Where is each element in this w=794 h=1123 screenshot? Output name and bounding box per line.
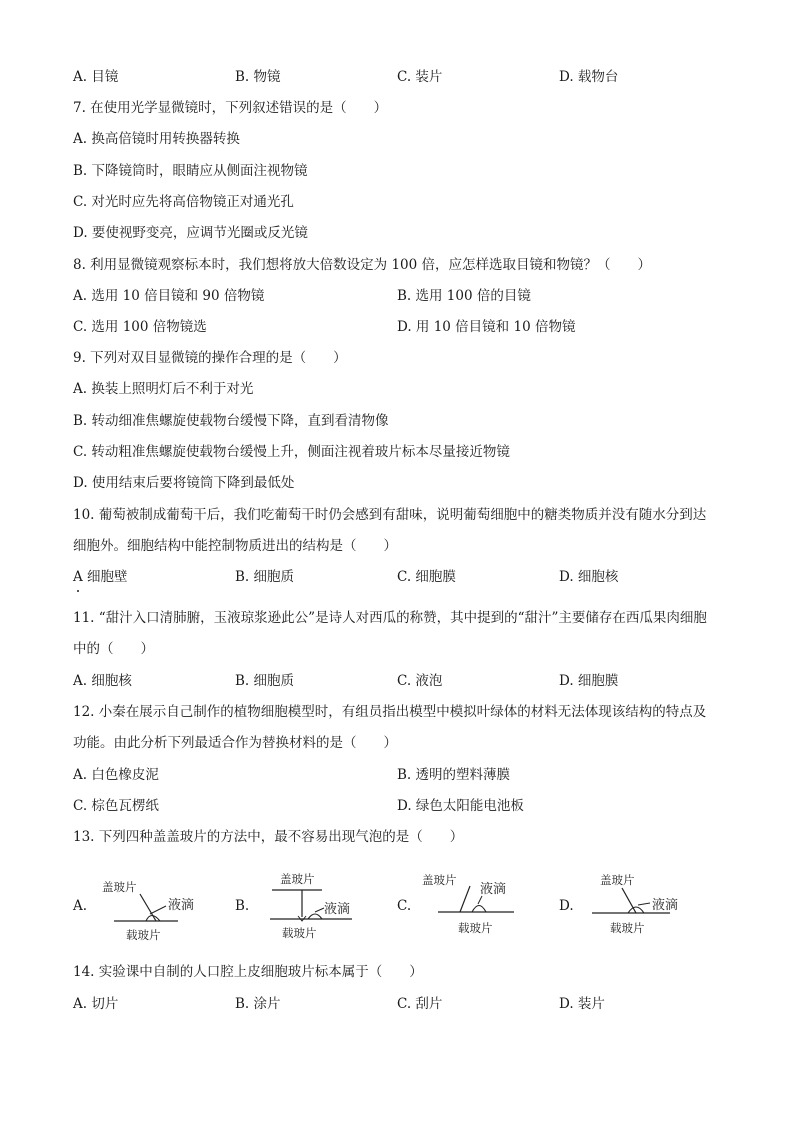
q12-option-b: B. 透明的塑料薄膜 — [397, 767, 511, 783]
q13-diagram-b — [262, 866, 372, 946]
q7-option-c: C. 对光时应先将高倍物镜正对通光孔 — [73, 194, 294, 210]
q12-option-a: A. 白色橡皮泥 — [73, 767, 159, 783]
q9-option-d: D. 使用结束后要将镜筒下降到最低处 — [73, 475, 295, 491]
q9-option-b: B. 转动细准焦螺旋使载物台缓慢下降，直到看清物像 — [73, 413, 389, 429]
q13-stem: 13. 下列四种盖盖玻片的方法中，最不容易出现气泡的是（ ） — [73, 829, 464, 845]
q9-option-c: C. 转动粗准焦螺旋使载物台缓慢上升，侧面注视着玻片标本尽量接近物镜 — [73, 444, 510, 460]
q12-option-c: C. 棕色瓦楞纸 — [73, 798, 159, 814]
q10-option-a: A 细胞壁 — [73, 569, 128, 585]
svg-text:液滴: 液滴 — [652, 898, 679, 913]
q13-letter-b: B. — [235, 898, 250, 914]
q6-option-a: A. 目镜 — [73, 69, 119, 85]
q13-diagram-c — [418, 866, 528, 942]
svg-text:液滴: 液滴 — [324, 902, 351, 917]
q10-option-d: D. 细胞核 — [559, 569, 619, 585]
q8-option-a: A. 选用 10 倍目镜和 90 倍物镜 — [73, 288, 265, 304]
q9-stem: 9. 下列对双目显微镜的操作合理的是（ ） — [73, 350, 347, 366]
q10-option-c: C. 细胞膜 — [397, 569, 456, 585]
drop-label: 液滴 — [168, 898, 195, 913]
q6-option-d: D. 载物台 — [559, 69, 619, 85]
q11-option-b: B. 细胞质 — [235, 673, 295, 689]
q13-diagram-d — [590, 866, 700, 942]
q14-stem: 14. 实验课中自制的人口腔上皮细胞玻片标本属于（ ） — [73, 964, 423, 980]
q13-letter-a: A. — [73, 898, 88, 914]
q6-option-c: C. 装片 — [397, 69, 443, 85]
q11-option-a: A. 细胞核 — [73, 673, 132, 689]
q10-option-b: B. 细胞质 — [235, 569, 295, 585]
q7-option-a: A. 换高倍镜时用转换器转换 — [73, 131, 240, 147]
q10-stem-line2: 细胞外。细胞结构中能控制物质进出的结构是（ ） — [73, 538, 397, 554]
q14-option-c: C. 刮片 — [397, 996, 443, 1012]
q8-stem: 8. 利用显微镜观察标本时，我们想将放大倍数设定为 100 倍，应怎样选取目镜和物镜？（ ） — [73, 257, 652, 273]
q6-option-b: B. 物镜 — [235, 69, 281, 85]
cover-glass-label: 盖玻片 — [102, 880, 137, 894]
q14-option-b: B. 涂片 — [235, 996, 281, 1012]
q9-option-a: A. 换装上照明灯后不利于对光 — [73, 381, 254, 397]
q14-option-d: D. 装片 — [559, 996, 605, 1012]
q11-option-c: C. 液泡 — [397, 673, 443, 689]
q12-stem-line2: 功能。由此分析下列最适合作为替换材料的是（ ） — [73, 735, 397, 751]
svg-text:载玻片: 载玻片 — [282, 926, 317, 940]
svg-text:液滴: 液滴 — [480, 882, 507, 897]
q10-stem-line1: 10. 葡萄被制成葡萄干后，我们吃葡萄干时仍会感到有甜味，说明葡萄细胞中的糖类物质并没有随水分到达 — [73, 507, 707, 523]
q8-option-b: B. 选用 100 倍的目镜 — [397, 288, 531, 304]
q13-diagram-a — [100, 870, 210, 946]
svg-text:载玻片: 载玻片 — [458, 921, 493, 935]
svg-text:盖玻片: 盖玻片 — [280, 872, 315, 886]
q14-option-a: A. 切片 — [73, 996, 119, 1012]
q7-option-d: D. 要使视野变亮，应调节光圈或反光镜 — [73, 225, 308, 241]
stray-dot — [77, 590, 79, 592]
q11-stem-line2: 中的（ ） — [73, 641, 154, 657]
q12-stem-line1: 12. 小秦在展示自己制作的植物细胞模型时，有组员指出模型中模拟叶绿体的材料无法体现该结构的特点及 — [73, 704, 707, 720]
q13-letter-d: D. — [559, 898, 574, 914]
svg-text:载玻片: 载玻片 — [610, 921, 645, 935]
q8-option-d: D. 用 10 倍目镜和 10 倍物镜 — [397, 319, 576, 335]
q11-option-d: D. 细胞膜 — [559, 673, 619, 689]
svg-text:盖玻片: 盖玻片 — [422, 873, 457, 887]
slide-label: 载玻片 — [126, 928, 161, 942]
q11-stem-line1: 11. “甜汁入口清肺腑，玉液琼浆逊此公”是诗人对西瓜的称赞，其中提到的“甜汁”主要储存在西瓜果肉细胞 — [73, 610, 707, 626]
q8-option-c: C. 选用 100 倍物镜选 — [73, 319, 207, 335]
q7-stem: 7. 在使用光学显微镜时，下列叙述错误的是（ ） — [73, 100, 388, 116]
q13-letter-c: C. — [397, 898, 412, 914]
svg-text:盖玻片: 盖玻片 — [600, 873, 635, 887]
q7-option-b: B. 下降镜筒时，眼睛应从侧面注视物镜 — [73, 163, 308, 179]
q12-option-d: D. 绿色太阳能电池板 — [397, 798, 524, 814]
